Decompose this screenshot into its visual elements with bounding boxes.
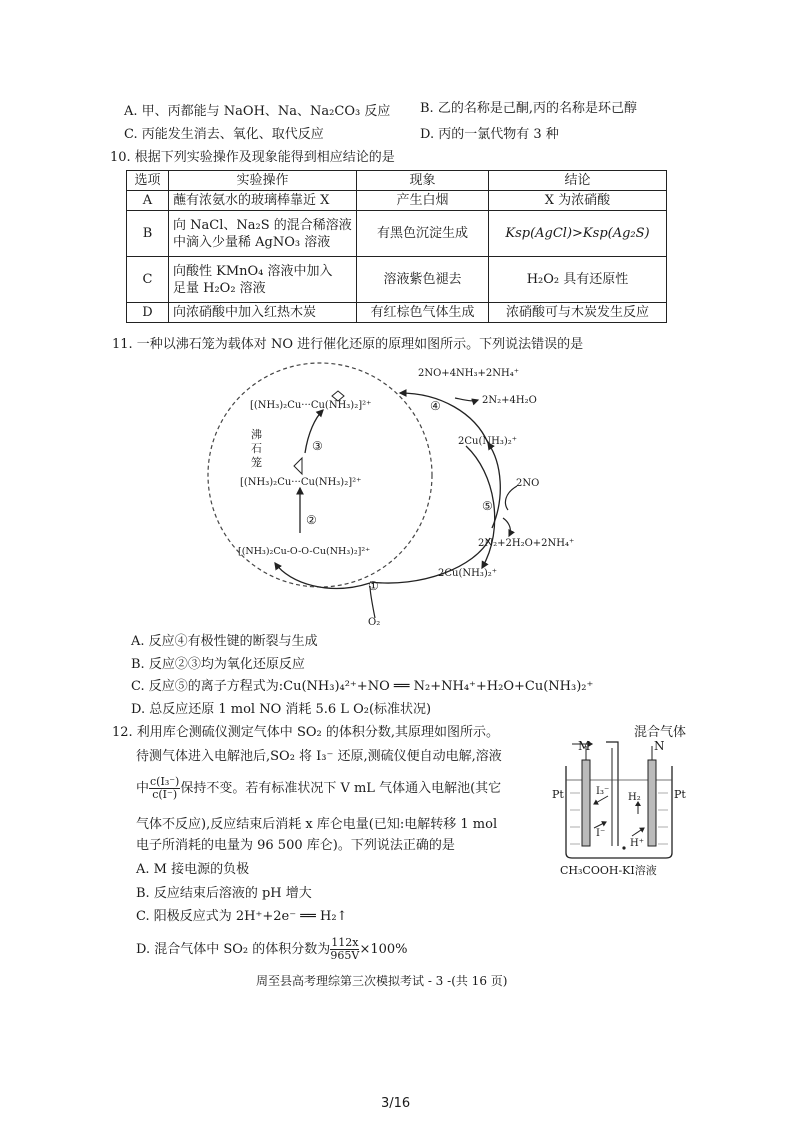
no-input-arrow [505,486,517,510]
q10-row-c-operation-line2: 足量 H₂O₂ 溶液 [173,280,266,296]
q12-option-d-fraction [330,937,359,962]
zeolite-label-3: 笼 [251,456,262,469]
q10-row-b-phenomenon: 有黑色沉淀生成 [357,211,489,257]
q10-stem: 10. 根据下列实验操作及现象能得到相应结论的是 [110,150,395,165]
q10-row-d-option: D [127,303,169,323]
q10-header-operation: 实验操作 [169,171,357,191]
q11-option-a: A. 反应④有极性键的断裂与生成 [131,634,318,649]
i-ion-label: I⁻ [596,828,606,839]
q12-option-d-numerator: 112x [331,936,359,949]
q11-option-c: C. 反应⑤的离子方程式为:Cu(NH₃)₄²⁺+NO ══ N₂+NH₄⁺+H₂O+Cu(NH₃)₂⁺ [131,679,594,694]
q10-row-a-option: A [127,191,169,211]
q12-ratio-fraction [149,776,180,801]
step-4-marker: ④ [430,399,441,413]
step-1-marker: ① [368,579,379,593]
step-3-marker: ③ [312,439,323,453]
q10-row-b-operation [169,211,357,257]
q10-row-b-option: B [127,211,169,257]
bottom-complex-label: [(NH₃)₂Cu-O-O-Cu(NH₃)₂]²⁺ [238,546,371,557]
q9-option-c: C. 丙能发生消去、氧化、取代反应 [124,127,324,142]
electrode-m-label: M [578,739,591,753]
q12-option-d [136,937,408,962]
q10-row-a-phenomenon: 产生白烟 [357,191,489,211]
reactants-step4-label: 2NO+4NH₃+2NH₄⁺ [418,368,520,379]
q11-option-d: D. 总反应还原 1 mol NO 消耗 5.6 L O₂(标准状况) [131,702,432,717]
mid-complex-label: [(NH₃)₂Cu···Cu(NH₃)₂]²⁺ [240,477,362,488]
q12-mixed-gas-label: 混合气体 [634,725,687,740]
q10-row-c-phenomenon: 溶液紫色褪去 [357,257,489,303]
step-5-marker: ⑤ [482,499,493,513]
q9-option-a: A. 甲、丙都能与 NaOH、Na、Na₂CO₃ 反应 [124,104,391,119]
cu-complex-upper-label: 2Cu(NH₃)₂⁺ [458,436,518,447]
q12-ratio-denominator: c(I⁻) [152,788,178,801]
products-step5-label: 2N₂+2H₂O+2NH₄⁺ [478,538,575,549]
q11-catalytic-cycle-diagram [220,358,575,630]
q12-option-c: C. 阳极反应式为 2H⁺+2e⁻ ══ H₂↑ [136,909,348,924]
q10-row-d-conclusion: 浓硝酸可与木炭发生反应 [489,303,667,323]
zeolite-label-2: 石 [251,442,262,455]
q10-row-b-conclusion: Ksp(AgCl)>Ksp(Ag₂S) [489,211,667,257]
q10-row-c-option: C [127,257,169,303]
q12-stem-line5: 电子所消耗的电量为 96 500 库仑)。下列说法正确的是 [136,838,455,853]
h-ion-label: H⁺ [630,838,644,849]
q11-stem: 11. 一种以沸石笼为载体对 NO 进行催化还原的原理如图所示。下列说法错误的是 [112,337,584,352]
product-arrow-step4 [455,398,478,401]
right-pt-label: Pt [674,788,686,801]
q10-row-a-conclusion: X 为浓硝酸 [489,191,667,211]
q10-row-a-operation: 蘸有浓氨水的玻璃棒靠近 X [169,191,357,211]
q10-row-d-operation: 向浓硝酸中加入红热木炭 [169,303,357,323]
top-complex-label: [(NH₃)₂Cu···Cu(NH₃)₂]²⁺ [250,400,372,411]
q10-header-phenomenon: 现象 [357,171,489,191]
q10-row-b-operation-line2: 中滴入少量稀 AgNO₃ 溶液 [173,234,331,250]
h-migration-arrow [632,828,644,836]
q12-ratio-numerator: c(I₃⁻) [150,775,180,788]
mid-oxo-triangle [294,458,302,474]
table-row [127,303,667,323]
products-step4-label: 2N₂+4H₂O [482,395,537,406]
q10-header-row [127,171,667,191]
q12-option-a: A. M 接电源的负极 [136,862,250,877]
gas-bubble [622,846,625,849]
product-arrow-step5 [503,518,510,536]
table-row [127,257,667,303]
page-number: 3/16 [381,1096,411,1111]
electrode-n-label: N [654,739,665,753]
q12-stem-line1: 12. 利用库仑测硫仪测定气体中 SO₂ 的体积分数,其原理如图所示。 [112,725,499,740]
q10-row-c-operation [169,257,357,303]
right-electrode [648,760,656,846]
q10-header-conclusion: 结论 [489,171,667,191]
q12-stem-line4: 气体不反应),反应结束后消耗 x 库仑电量(已知:电解转移 1 mol [136,817,498,832]
q10-table [126,170,667,323]
q12-line3-suffix: 保持不变。若有标准状况下 V mL 气体通入电解池(其它 [180,781,502,796]
no-reactant-label: 2NO [516,478,540,489]
q12-stem-line2: 待测气体进入电解池后,SO₂ 将 I₃⁻ 还原,测硫仪便自动电解,溶液 [136,749,502,764]
left-pt-label: Pt [552,788,564,801]
zeolite-label-1: 沸 [251,428,262,441]
q10-row-c-operation-line1: 向酸性 KMnO₄ 溶液中加入 [173,263,333,279]
i3-ion-label: I₃⁻ [596,786,610,797]
left-electrode [582,760,590,846]
q9-option-d: D. 丙的一氯代物有 3 种 [420,127,559,142]
cu-complex-lower-label: 2Cu(NH₃)₂⁺ [438,568,498,579]
q12-option-d-prefix: D. 混合气体中 SO₂ 的体积分数为 [136,942,331,957]
q12-option-d-denominator: 965V [330,949,360,962]
cycle-arc-step1 [275,563,370,588]
q10-row-b-operation-line1: 向 NaCl、Na₂S 的混合稀溶液 [173,217,352,233]
step-2-marker: ② [306,513,317,527]
q12-line3-prefix: 中 [136,781,150,796]
o2-reactant-label: O₂ [368,617,381,628]
q12-stem-line3 [136,776,501,801]
q10-row-d-phenomenon: 有红棕色气体生成 [357,303,489,323]
q10-header-option: 选项 [127,171,169,191]
q10-row-c-conclusion: H₂O₂ 具有还原性 [489,257,667,303]
page-footer: 周至县高考理综第三次模拟考试 - 3 -(共 16 页) [256,974,508,988]
q12-option-b: B. 反应结束后溶液的 pH 增大 [136,886,312,901]
h2-label: H₂ [628,792,641,803]
i3-migration-arrow [594,796,608,804]
solution-label: CH₃COOH-KI溶液 [560,864,657,877]
q11-option-b: B. 反应②③均为氧化还原反应 [131,657,305,672]
table-row [127,211,667,257]
table-row [127,191,667,211]
q9-option-b: B. 乙的名称是己酮,丙的名称是环己醇 [420,101,637,116]
q12-electrolytic-cell-diagram [548,738,698,878]
q12-option-d-suffix: ×100% [359,942,408,957]
